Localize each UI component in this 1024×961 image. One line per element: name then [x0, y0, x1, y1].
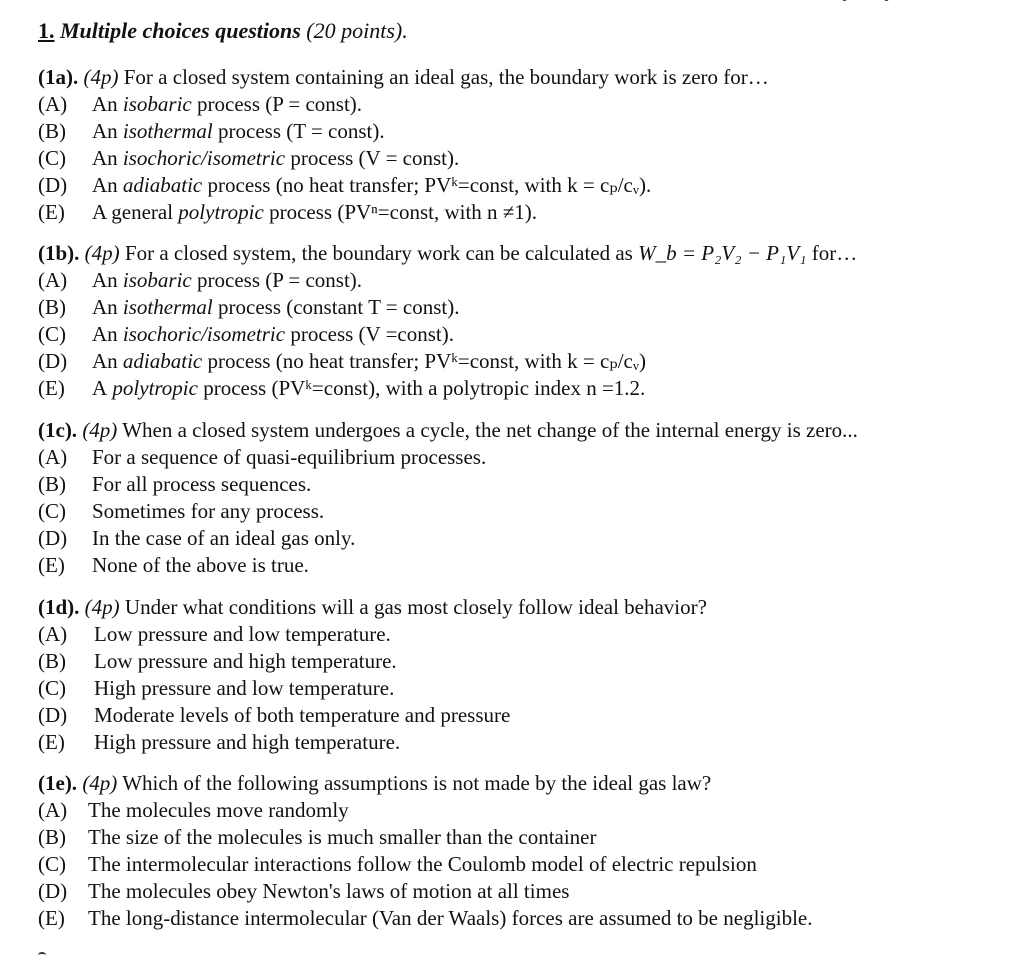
- question-1e: [38, 770, 812, 932]
- question-id: (1c).: [38, 418, 78, 442]
- option-e: (E) High pressure and high temperature.: [38, 730, 401, 754]
- question-1c: [38, 417, 858, 579]
- option-e: (E) A general polytropic process (PVⁿ=const, with n ≠1).: [38, 200, 538, 224]
- section-title: Multiple choices questions: [60, 18, 301, 43]
- question-points: (4p): [82, 771, 118, 795]
- question-text: For a closed system, the boundary work can be calculated as: [124, 241, 633, 265]
- question-points: (4p): [84, 241, 120, 265]
- option-c: (C) High pressure and low temperature.: [38, 676, 395, 700]
- option-e: (E) The long-distance intermolecular (Van der Waals) forces are assumed to be negligible.: [38, 906, 813, 930]
- option-d: (D) In the case of an ideal gas only.: [38, 526, 356, 550]
- question-stem: [38, 240, 857, 267]
- question-text: Under what conditions will a gas most closely follow ideal behavior?: [124, 595, 707, 619]
- option-e: (E) A polytropic process (PVᵏ=const), with a polytropic index n =1.2.: [38, 376, 646, 400]
- question-1d: [38, 594, 707, 756]
- option-e: (E) None of the above is true.: [38, 553, 309, 577]
- question-id: (1e).: [38, 771, 78, 795]
- option-b: (B) Low pressure and high temperature.: [38, 649, 397, 673]
- question-stem: [38, 594, 707, 621]
- section-number: 1.: [38, 18, 55, 43]
- option-c: (C) Sometimes for any process.: [38, 499, 325, 523]
- section-points: (20 points).: [306, 18, 408, 43]
- option-a: (A) Low pressure and low temperature.: [38, 622, 391, 646]
- question-text-end: for…: [811, 241, 858, 265]
- boundary-work-equation: W_b = P₂V₂ − P₁V₁: [638, 241, 807, 265]
- option-a: (A) An isobaric process (P = const).: [38, 92, 363, 116]
- option-d: (D) An adiabatic process (no heat transfer; PVᵏ=const, with k = cₚ/cᵥ).: [38, 173, 652, 197]
- cropped-top-line: [0, 0, 1024, 6]
- question-id: (1d).: [38, 595, 80, 619]
- question-stem: [38, 770, 812, 797]
- question-text: For a closed system containing an ideal gas, the boundary work is zero for…: [123, 65, 769, 89]
- option-d: (D) Moderate levels of both temperature and pressure: [38, 703, 511, 727]
- question-stem: [38, 417, 858, 444]
- option-a: (A) The molecules move randomly: [38, 798, 349, 822]
- question-id: (1b).: [38, 241, 80, 265]
- question-id: (1a).: [38, 65, 79, 89]
- option-b: (B) The size of the molecules is much smaller than the container: [38, 825, 597, 849]
- option-b: (B) For all process sequences.: [38, 472, 312, 496]
- option-c: (C) An isochoric/isometric process (V =const).: [38, 322, 455, 346]
- question-text: Which of the following assumptions is not made by the ideal gas law?: [122, 771, 712, 795]
- question-stem: [38, 64, 769, 91]
- option-d: (D) An adiabatic process (no heat transfer; PVᵏ=const, with k = cₚ/cᵥ): [38, 349, 647, 373]
- question-1b: [38, 240, 857, 402]
- question-points: (4p): [82, 418, 118, 442]
- option-b: (B) An isothermal process (constant T = const).: [38, 295, 460, 319]
- question-1a: [38, 64, 769, 226]
- option-a: (A) An isobaric process (P = const).: [38, 268, 363, 292]
- option-c: (C) The intermolecular interactions follow the Coulomb model of electric repulsion: [38, 852, 757, 876]
- option-a: (A) For a sequence of quasi-equilibrium processes.: [38, 445, 487, 469]
- section-heading: [38, 18, 408, 44]
- question-points: (4p): [83, 65, 119, 89]
- question-points: (4p): [84, 595, 120, 619]
- question-text: When a closed system undergoes a cycle, the net change of the internal energy is zero...: [122, 418, 858, 442]
- option-c: (C) An isochoric/isometric process (V = const).: [38, 146, 460, 170]
- cropped-bottom-mark: [38, 952, 46, 958]
- option-b: (B) An isothermal process (T = const).: [38, 119, 385, 143]
- option-d: (D) The molecules obey Newton's laws of motion at all times: [38, 879, 570, 903]
